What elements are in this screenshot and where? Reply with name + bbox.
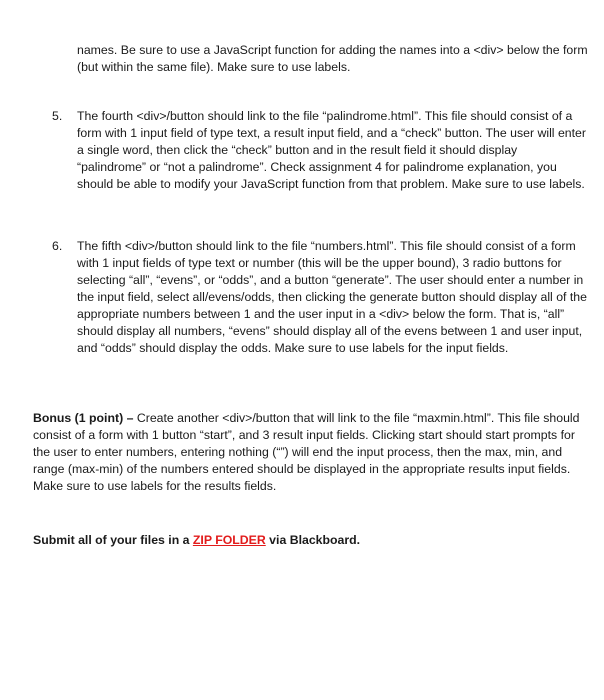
submit-text-after: via Blackboard. xyxy=(265,533,361,547)
zip-folder-link[interactable]: ZIP FOLDER xyxy=(192,533,266,547)
bonus-paragraph xyxy=(33,410,589,495)
list-item-text: The fifth <div>/button should link to the file “numbers.html”. This file should consist of a form with 1 input fields of type text or number (this will be the upper bound), 3 radio buttons for selecting “all”, “evens”, or “odds”, and a button “generate”. The user should enter a number in the input field, select all/evens/odds, then clicking the generate button should display all of the appropriate numbers between 1 and the user input in a <div> below the form. That is, “all” should display all numbers, “evens” should display all of the evens between 1 and user input, and “odds” should display the odds. Make sure to use labels for the input fields. xyxy=(77,239,587,355)
submit-instruction xyxy=(33,532,589,549)
submit-text-before: Submit all of your files in a xyxy=(33,533,193,547)
continuation-paragraph: names. Be sure to use a JavaScript function for adding the names into a <div> below the form (but within the same file). Make sure to use labels. xyxy=(77,43,588,74)
list-item-number: 5. xyxy=(52,109,63,123)
bonus-text: Create another <div>/button that will link to the file “maxmin.html”. This file should consist of a form with 1 button “start”, and 3 result input fields. Clicking start should start prompts for the user to enter numbers, entering nothing (“”) will end the input process, then the max, min, and range (max-min) of the numbers entered should be displayed in the appropriate results input fields. Make sure to use labels for the results fields. xyxy=(33,411,580,493)
list-item-number: 6. xyxy=(52,239,63,253)
bonus-label: Bonus (1 point) – xyxy=(33,411,134,425)
list-item-text: The fourth <div>/button should link to the file “palindrome.html”. This file should consist of a form with 1 input field of type text, a result input field, and a “check” button. The user will enter a single word, then click the “check” button and in the result field it should display “palindrome” or “not a palindrome”. Check assignment 4 for palindrome explanation, you should be able to modify your JavaScript function from that problem. Make sure to use labels. xyxy=(77,109,586,191)
